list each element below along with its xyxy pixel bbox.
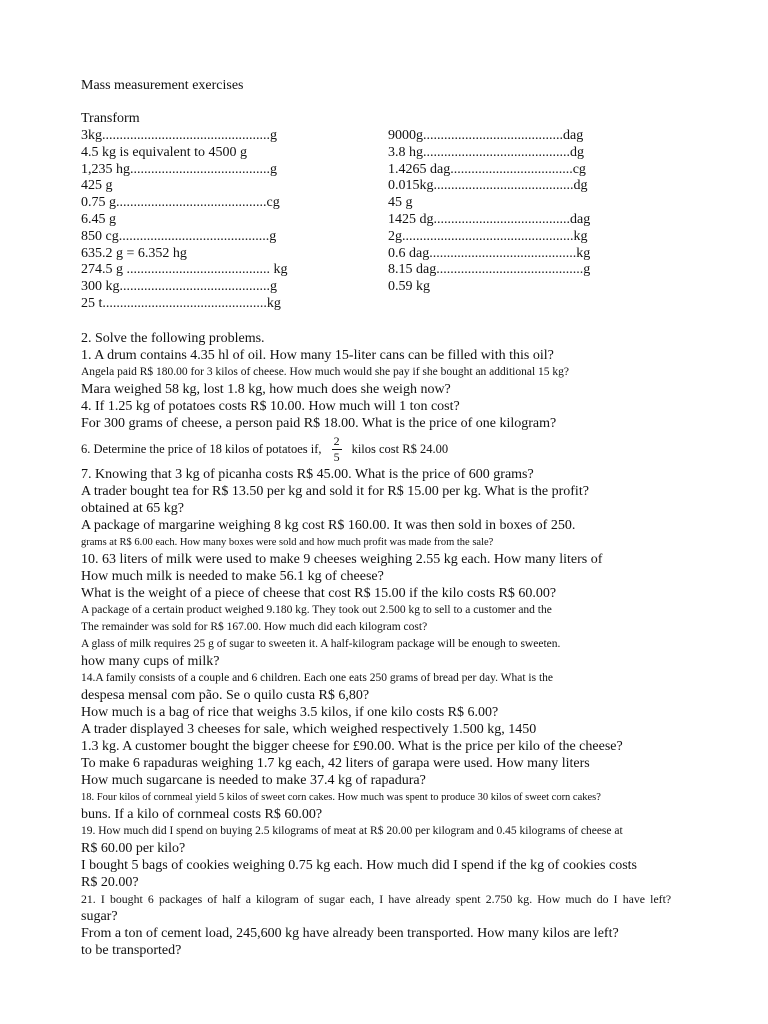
problem-line: To make 6 rapaduras weighing 1.7 kg each, 42 liters of garapa were used. How many liters — [81, 756, 590, 771]
problem-line: The remainder was sold for R$ 167.00. How much did each kilogram cost? — [81, 621, 428, 633]
problem-line: 21. I bought 6 packages of half a kilogram of sugar each, I have already spent 2.750 kg. How much do I have left? — [81, 892, 672, 906]
conversion-item: 45 g — [388, 195, 413, 211]
conversion-item: 3kg................................................g — [81, 128, 277, 143]
problem-line: 2. Solve the following problems. — [81, 331, 265, 346]
conversion-item: 2g.................................................kg — [388, 228, 588, 244]
conversion-item: 0.59 kg — [388, 279, 430, 295]
fraction-numerator: 2 — [333, 433, 340, 448]
problem-line: 1. A drum contains 4.35 hl of oil. How many 15-liter cans can be filled with this oil? — [81, 348, 554, 363]
problem-line: 19. How much did I spend on buying 2.5 kilograms of meat at R$ 20.00 per kilogram and 0.45 kilograms of cheese at — [81, 825, 623, 837]
conversion-item: 425 g — [81, 178, 113, 194]
problem-line: For 300 grams of cheese, a person paid R$ 18.00. What is the price of one kilogram? — [81, 416, 557, 431]
problem-line: From a ton of cement load, 245,600 kg have already been transported. How many kilos are left? — [81, 926, 619, 941]
problem-text: 6. Determine the price of 18 kilos of potatoes if, — [81, 442, 322, 456]
problem-line: What is the weight of a piece of cheese that cost R$ 15.00 if the kilo costs R$ 60.00? — [81, 586, 557, 601]
problem-line: sugar? — [81, 909, 118, 924]
problem-line: A package of margarine weighing 8 kg cost R$ 160.00. It was then sold in boxes of 250. — [81, 518, 576, 533]
conversion-item: 1425 dg.......................................dag — [388, 211, 591, 227]
fraction — [332, 435, 342, 464]
problem-line: A trader bought tea for R$ 13.50 per kg and sold it for R$ 15.00 per kg. What is the profit? — [81, 484, 589, 499]
conversion-item: 0.6 dag..........................................kg — [388, 245, 591, 261]
problem-text: kilos cost R$ 24.00 — [351, 442, 449, 456]
problem-line: 10. 63 liters of milk were used to make 9 cheeses weighing 2.55 kg each. How many liters of — [81, 552, 603, 567]
problem-line: How much is a bag of rice that weighs 3.5 kilos, if one kilo costs R$ 6.00? — [81, 705, 499, 720]
fraction-denominator: 5 — [333, 449, 340, 464]
conversion-item: 850 cg...........................................g — [81, 228, 277, 244]
problem-line: 14.A family consists of a couple and 6 children. Each one eats 250 grams of bread per day. What is the — [81, 672, 553, 684]
conversion-item: 9000g........................................dag — [388, 128, 584, 143]
conversions-left-column — [81, 128, 381, 313]
problem-line: 7. Knowing that 3 kg of picanha costs R$ 45.00. What is the price of 600 grams? — [81, 467, 534, 482]
problem-line: to be transported? — [81, 943, 182, 958]
problem-line: despesa mensal com pão. Se o quilo custa R$ 6,80? — [81, 688, 370, 703]
problem-line: obtained at 65 kg? — [81, 501, 185, 516]
problem-line-fraction — [81, 432, 753, 466]
problem-line: How much milk is needed to make 56.1 kg of cheese? — [81, 569, 384, 584]
problem-line: Angela paid R$ 180.00 for 3 kilos of cheese. How much would she pay if she bought an additional 15 kg? — [81, 366, 570, 378]
problem-line: 18. Four kilos of cornmeal yield 5 kilos of sweet corn cakes. How much was spent to produce 30 kilos of sweet corn cakes? — [81, 792, 601, 803]
problem-line: how many cups of milk? — [81, 654, 220, 669]
conversion-item: 25 t...............................................kg — [81, 295, 281, 311]
document-title: Mass measurement exercises — [81, 78, 244, 93]
problem-line: R$ 20.00? — [81, 875, 139, 890]
problem-line: R$ 60.00 per kilo? — [81, 841, 186, 856]
conversion-item: 274.5 g ......................................... kg — [81, 262, 288, 278]
conversion-item: 0.015kg........................................dg — [388, 178, 588, 194]
problem-line: A glass of milk requires 25 g of sugar to sweeten it. A half-kilogram package will be enough to sweeten. — [81, 638, 561, 650]
conversion-item: 4.5 kg is equivalent to 4500 g — [81, 144, 248, 160]
problems-section — [81, 330, 753, 959]
conversion-item: 635.2 g = 6.352 hg — [81, 245, 187, 261]
conversion-item: 3.8 hg..........................................dg — [388, 144, 584, 160]
problem-line: A trader displayed 3 cheeses for sale, which weighed respectively 1.500 kg, 1450 — [81, 722, 537, 737]
conversion-item: 1,235 hg........................................g — [81, 161, 277, 177]
problem-line: grams at R$ 6.00 each. How many boxes were sold and how much profit was made from the sale? — [81, 537, 494, 548]
conversion-item: 300 kg...........................................g — [81, 279, 277, 295]
problem-line: buns. If a kilo of cornmeal costs R$ 60.00? — [81, 807, 323, 822]
conversion-item: 0.75 g...........................................cg — [81, 195, 280, 211]
problem-line: A package of a certain product weighed 9.180 kg. They took out 2.500 kg to sell to a customer and the — [81, 604, 552, 616]
conversions-right-column — [388, 128, 648, 296]
problem-line: 1.3 kg. A customer bought the bigger cheese for £90.00. What is the price per kilo of the cheese? — [81, 739, 623, 754]
transform-heading: Transform — [81, 111, 140, 126]
problem-line: 4. If 1.25 kg of potatoes costs R$ 10.00. How much will 1 ton cost? — [81, 399, 460, 414]
conversion-item: 1.4265 dag...................................cg — [388, 161, 586, 177]
problem-line: Mara weighed 58 kg, lost 1.8 kg, how much does she weigh now? — [81, 382, 451, 397]
conversion-item: 8.15 dag..........................................g — [388, 262, 591, 278]
problem-line: How much sugarcane is needed to make 37.4 kg of rapadura? — [81, 773, 426, 788]
problem-line: I bought 5 bags of cookies weighing 0.75 kg each. How much did I spend if the kg of cookies costs — [81, 858, 638, 873]
conversion-item: 6.45 g — [81, 211, 116, 227]
